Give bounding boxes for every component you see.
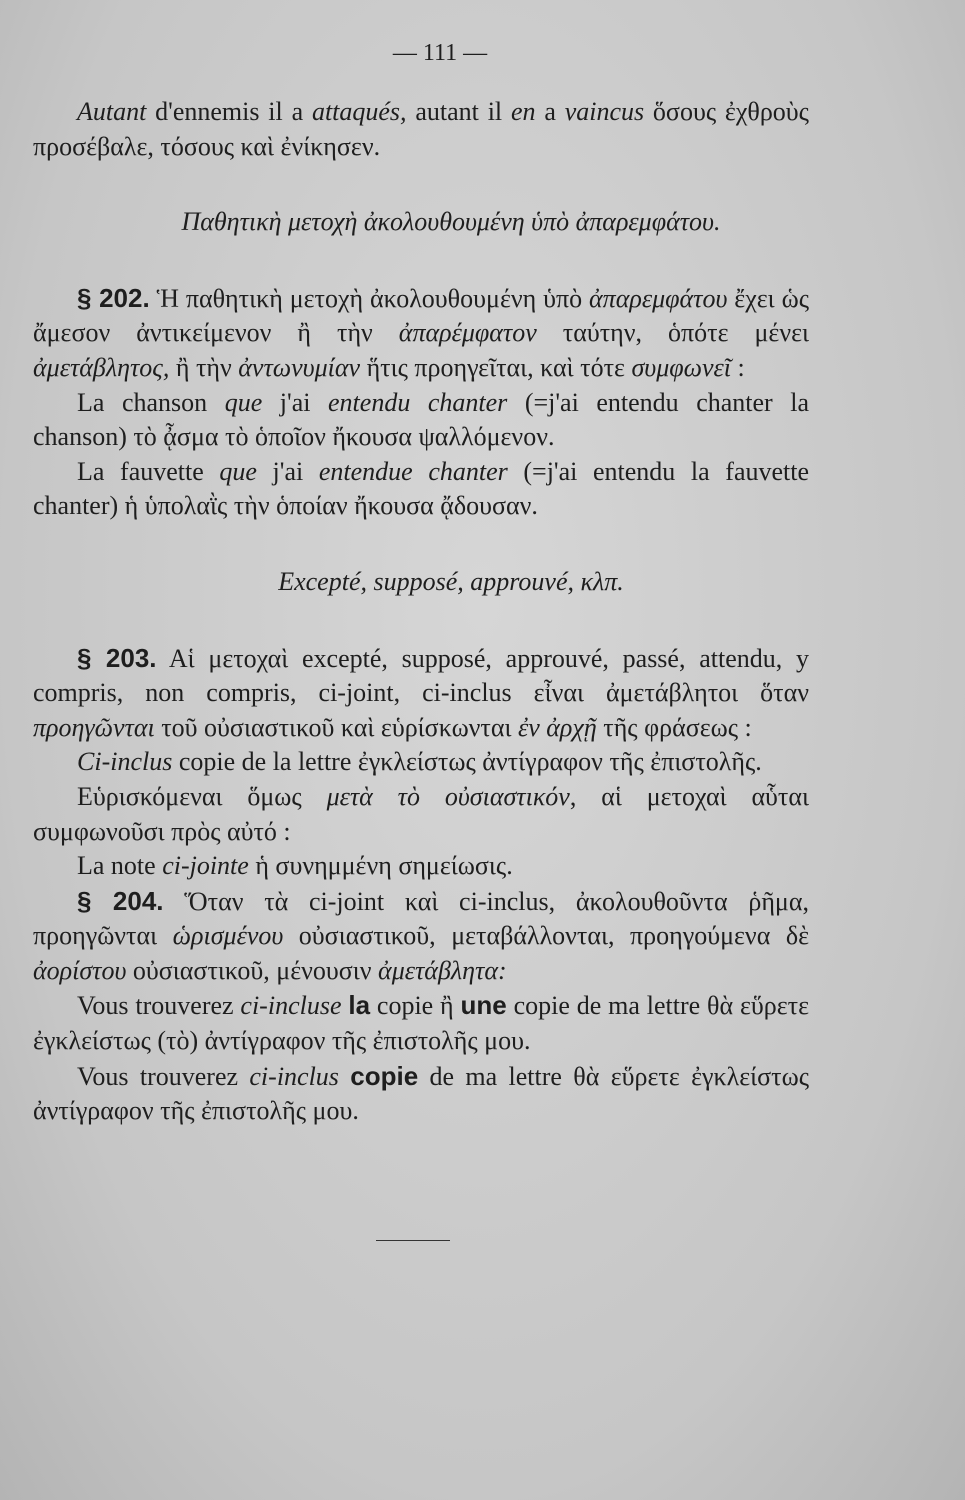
text-run: d'ennemis il a: [146, 97, 312, 126]
body-text: [33, 95, 809, 1129]
italic-word: Ci-inclus: [77, 747, 173, 777]
italic-word: συμφωνεῖ: [631, 352, 732, 382]
italic-word: ἐν ἀρχῇ: [518, 712, 597, 742]
text-run: La note: [77, 851, 163, 881]
section-number: § 203.: [77, 642, 157, 673]
text-run: a: [535, 97, 565, 126]
paragraph-204: [33, 884, 809, 989]
text-run: j'ai: [256, 456, 319, 486]
bold-word: la: [348, 990, 371, 1021]
example-ci-incluse: [33, 988, 809, 1058]
text-run: j'ai: [262, 387, 329, 417]
example-ci-inclus-copie: [33, 1059, 809, 1129]
bold-word: copie: [350, 1060, 419, 1091]
text-run: copie ἢ: [370, 991, 461, 1021]
italic-word: ἀορίστου: [33, 955, 127, 985]
example-note: [33, 849, 809, 884]
text-run: ταύτην, ὁπότε μένει: [536, 318, 809, 348]
italic-word: que: [224, 387, 263, 417]
text-run: , αἱ μετοχαὶ αὗται συμφωνοῦσι πρὸς αὐτό :: [33, 781, 810, 846]
text-run: Αἱ μετοχαὶ excepté, supposé, approuvé, passé, attendu, y compris, non compris, ci-joint, ci-inclus εἶναι ἀμετάβλητοι ὅταν: [33, 643, 809, 708]
italic-word: en: [510, 97, 536, 126]
text-run: οὐσιαστικοῦ, μεταβάλλονται, προηγούμενα δὲ: [283, 921, 809, 951]
italic-word: ci-jointe: [162, 851, 249, 881]
italic-word: entendue chanter: [318, 456, 508, 486]
text-run: La chanson: [77, 387, 225, 417]
text-run: de ma lettre θὰ εὕρετε ἐγκλείστως ἀντίγραφον τῆς ἐπιστολῆς μου.: [33, 1061, 809, 1126]
text-run: Ὅταν τὰ ci-joint καὶ ci-inclus, ἀκολουθοῦντα ῥῆμα, προηγῶνται: [33, 886, 809, 951]
italic-word: que: [219, 456, 257, 486]
text-run: Vous trouverez: [77, 1061, 250, 1091]
italic-word: ἀμετάβλητα:: [378, 955, 507, 985]
text-run: (=j'ai entendu chanter la chanson) τὸ ᾆσμα τὸ ὁποῖον ἤκουσα ψαλλόμενον.: [33, 387, 810, 452]
example-fauvette: [33, 455, 809, 524]
bold-word: une: [460, 990, 507, 1021]
text-run: copie de la lettre ἐγκλείστως ἀντίγραφον τῆς ἐπιστολῆς.: [172, 747, 762, 777]
paragraph-203-agreement: [33, 780, 809, 849]
italic-word: attaqués,: [311, 97, 407, 126]
paragraph-202: [33, 281, 809, 386]
text-run: τοῦ οὐσιαστικοῦ καὶ εὑρίσκωνται: [154, 712, 518, 742]
italic-word: ci-incluse: [240, 991, 342, 1021]
text-run: (=j'ai entendu la fauvette chanter) ἡ ὑπολαῒς τὴν ὁποίαν ἤκουσα ᾄδουσαν.: [33, 456, 810, 521]
example-ci-inclus: [33, 745, 809, 780]
text-run: ἔχει ὡς ἄμεσον ἀντικείμενον ἢ τὴν: [33, 283, 809, 348]
text-run: :: [731, 352, 745, 382]
paragraph-203: [33, 641, 809, 746]
heading-excepte: [33, 565, 809, 600]
text-run: ὅσους ἐχθροὺς προσέβαλε, τόσους καὶ ἐνίκησεν.: [33, 97, 809, 161]
text-run: οὐσιαστικοῦ, μένουσιν: [126, 955, 379, 985]
end-rule: [376, 1240, 450, 1241]
italic-word: ἀμετάβλητος,: [33, 352, 170, 382]
text-run: κλπ.: [574, 566, 624, 596]
italic-word: ἀντωνυμίαν: [238, 352, 361, 382]
italic-word: entendu chanter: [328, 387, 508, 417]
section-number: § 204.: [77, 885, 164, 916]
page-number: — 111 —: [392, 40, 488, 66]
italic-word: ἀπαρεμφάτου: [589, 283, 728, 313]
italic-word: Autant: [77, 97, 147, 126]
text-run: ἢ τὴν: [169, 352, 239, 382]
text-run: [339, 1062, 350, 1091]
italic-word: ci-inclus: [249, 1061, 339, 1091]
italic-word: vaincus: [564, 97, 645, 126]
heading-passive-participle: Παθητικὴ μετοχὴ ἀκολουθουμένη ὑπὸ ἀπαρεμφάτου.: [181, 207, 721, 237]
text-run: La fauvette: [77, 456, 220, 486]
italic-word: Excepté, supposé, approuvé,: [278, 566, 574, 596]
paragraph-autant: [33, 95, 809, 164]
text-run: ἡ συνημμένη σημείωσις.: [248, 851, 513, 881]
example-chanson: [33, 386, 809, 455]
italic-word: μετὰ τὸ οὐσιαστικόν: [326, 781, 570, 811]
section-number: § 202.: [77, 282, 150, 313]
text-run: autant il: [406, 97, 511, 126]
italic-word: ὡρισμένου: [172, 921, 284, 951]
text-run: Ἡ παθητικὴ μετοχὴ ἀκολουθουμένη ὑπὸ: [149, 283, 590, 313]
text-run: Vous trouverez: [77, 991, 241, 1021]
text-run: ἥτις προηγεῖται, καὶ τότε: [360, 352, 632, 382]
text-run: τῆς φράσεως :: [596, 712, 752, 742]
italic-word: προηγῶνται: [33, 712, 155, 742]
text-run: copie de ma lettre θὰ εὕρετε ἐγκλείστως (τὸ) ἀντίγραφον τῆς ἐπιστολῆς μου.: [33, 991, 810, 1056]
italic-word: ἀπαρέμφατον: [398, 318, 537, 348]
text-run: Εὑρισκόμεναι ὅμως: [77, 781, 327, 811]
